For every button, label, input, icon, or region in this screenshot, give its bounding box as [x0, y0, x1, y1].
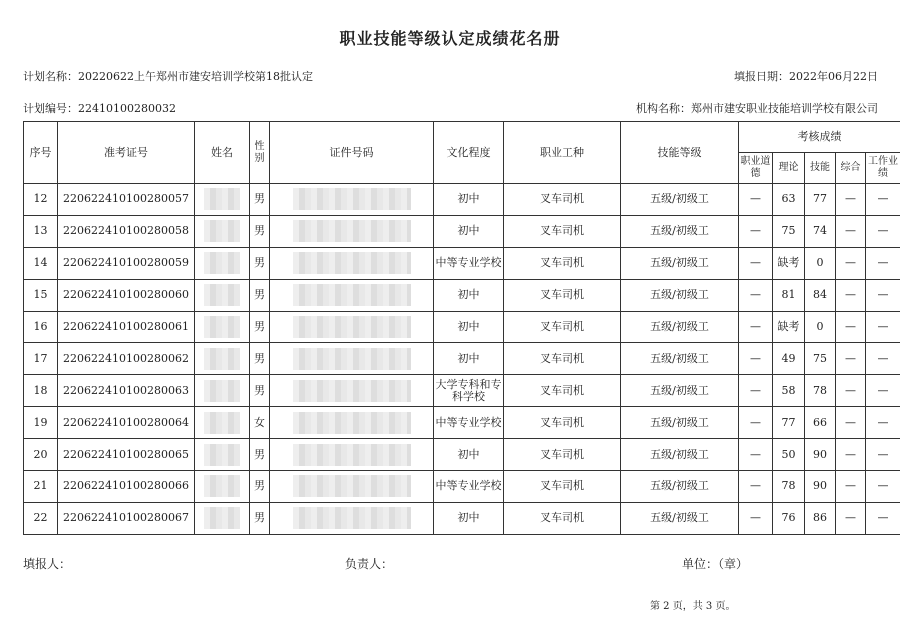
cell-name — [195, 375, 250, 407]
header-gender: 性别 — [250, 122, 270, 184]
cell-ethics: — — [739, 502, 773, 534]
cell-name — [195, 279, 250, 311]
cell-name — [195, 407, 250, 439]
cell-work: — — [866, 184, 900, 216]
cell-id — [270, 343, 434, 375]
cell-overall: — — [836, 279, 866, 311]
header-education: 文化程度 — [434, 122, 504, 184]
header-theory: 理论 — [773, 153, 805, 184]
cell-job: 叉车司机 — [504, 407, 621, 439]
redacted-id — [293, 348, 411, 370]
cell-theory: 49 — [773, 343, 805, 375]
cell-theory: 缺考 — [773, 247, 805, 279]
cell-seq: 22 — [24, 502, 58, 534]
cell-name — [195, 439, 250, 471]
cell-ticket: 220622410100280063 — [58, 375, 195, 407]
cell-theory: 77 — [773, 407, 805, 439]
cell-theory: 75 — [773, 215, 805, 247]
header-ethics: 职业道德 — [739, 153, 773, 184]
cell-job: 叉车司机 — [504, 279, 621, 311]
cell-ethics: — — [739, 215, 773, 247]
cell-work: — — [866, 311, 900, 343]
cell-level: 五级/初级工 — [621, 471, 739, 503]
redacted-name — [204, 252, 240, 274]
redacted-name — [204, 348, 240, 370]
cell-education: 初中 — [434, 439, 504, 471]
cell-id — [270, 375, 434, 407]
table-row — [24, 471, 900, 503]
cell-ticket: 220622410100280067 — [58, 502, 195, 534]
cell-job: 叉车司机 — [504, 343, 621, 375]
cell-job: 叉车司机 — [504, 375, 621, 407]
cell-ethics: — — [739, 343, 773, 375]
cell-level: 五级/初级工 — [621, 375, 739, 407]
cell-ticket: 220622410100280058 — [58, 215, 195, 247]
cell-gender: 男 — [250, 439, 270, 471]
cell-theory: 50 — [773, 439, 805, 471]
footer-unit: 单位：（章） — [682, 557, 749, 571]
cell-overall: — — [836, 184, 866, 216]
cell-id — [270, 471, 434, 503]
cell-theory: 缺考 — [773, 311, 805, 343]
table-row — [24, 407, 900, 439]
cell-education: 中等专业学校 — [434, 471, 504, 503]
cell-ticket: 220622410100280061 — [58, 311, 195, 343]
footer-filler: 填报人： — [23, 557, 72, 571]
cell-overall: — — [836, 439, 866, 471]
cell-job: 叉车司机 — [504, 184, 621, 216]
cell-education: 初中 — [434, 215, 504, 247]
cell-work: — — [866, 407, 900, 439]
cell-skill: 0 — [805, 247, 836, 279]
cell-education: 初中 — [434, 311, 504, 343]
cell-work: — — [866, 215, 900, 247]
header-level: 技能等级 — [621, 122, 739, 184]
cell-ethics: — — [739, 439, 773, 471]
cell-ethics: — — [739, 247, 773, 279]
document-title: 职业技能等级认定成绩花名册 — [339, 29, 561, 48]
cell-education: 初中 — [434, 279, 504, 311]
redacted-id — [293, 252, 411, 274]
cell-seq: 18 — [24, 375, 58, 407]
cell-theory: 78 — [773, 471, 805, 503]
cell-ticket: 220622410100280064 — [58, 407, 195, 439]
cell-job: 叉车司机 — [504, 439, 621, 471]
cell-skill: 86 — [805, 502, 836, 534]
cell-job: 叉车司机 — [504, 311, 621, 343]
cell-education: 大学专科和专科学校 — [434, 375, 504, 407]
cell-ticket: 220622410100280060 — [58, 279, 195, 311]
table-row — [24, 502, 900, 534]
header-job: 职业工种 — [504, 122, 621, 184]
table-row — [24, 215, 900, 247]
cell-id — [270, 311, 434, 343]
footer-responsible: 负责人： — [345, 557, 394, 571]
cell-id — [270, 502, 434, 534]
cell-id — [270, 407, 434, 439]
cell-level: 五级/初级工 — [621, 439, 739, 471]
header-scores: 考核成绩 — [739, 122, 900, 153]
cell-theory: 81 — [773, 279, 805, 311]
cell-gender: 男 — [250, 343, 270, 375]
redacted-name — [204, 412, 240, 434]
cell-work: — — [866, 471, 900, 503]
redacted-id — [293, 220, 411, 242]
table-row — [24, 375, 900, 407]
cell-job: 叉车司机 — [504, 502, 621, 534]
cell-seq: 16 — [24, 311, 58, 343]
cell-work: — — [866, 375, 900, 407]
cell-theory: 58 — [773, 375, 805, 407]
cell-theory: 63 — [773, 184, 805, 216]
cell-level: 五级/初级工 — [621, 502, 739, 534]
organization-name: 机构名称：郑州市建安职业技能培训学校有限公司 — [636, 102, 878, 115]
redacted-id — [293, 412, 411, 434]
redacted-name — [204, 444, 240, 466]
cell-gender: 男 — [250, 215, 270, 247]
cell-education: 初中 — [434, 184, 504, 216]
cell-job: 叉车司机 — [504, 471, 621, 503]
header-overall: 综合 — [836, 153, 866, 184]
redacted-name — [204, 507, 240, 529]
cell-id — [270, 439, 434, 471]
redacted-id — [293, 475, 411, 497]
cell-ticket: 220622410100280059 — [58, 247, 195, 279]
cell-work: — — [866, 343, 900, 375]
header-name: 姓名 — [195, 122, 250, 184]
table-row — [24, 439, 900, 471]
cell-overall: — — [836, 343, 866, 375]
table-row — [24, 311, 900, 343]
cell-level: 五级/初级工 — [621, 311, 739, 343]
cell-gender: 男 — [250, 502, 270, 534]
cell-seq: 14 — [24, 247, 58, 279]
cell-overall: — — [836, 502, 866, 534]
cell-level: 五级/初级工 — [621, 215, 739, 247]
cell-level: 五级/初级工 — [621, 407, 739, 439]
cell-level: 五级/初级工 — [621, 247, 739, 279]
cell-skill: 90 — [805, 439, 836, 471]
cell-gender: 男 — [250, 471, 270, 503]
cell-overall: — — [836, 247, 866, 279]
cell-id — [270, 247, 434, 279]
cell-work: — — [866, 502, 900, 534]
cell-level: 五级/初级工 — [621, 184, 739, 216]
redacted-name — [204, 475, 240, 497]
cell-overall: — — [836, 471, 866, 503]
redacted-id — [293, 316, 411, 338]
cell-gender: 男 — [250, 311, 270, 343]
cell-id — [270, 215, 434, 247]
cell-name — [195, 502, 250, 534]
cell-overall: — — [836, 311, 866, 343]
cell-work: — — [866, 279, 900, 311]
cell-seq: 19 — [24, 407, 58, 439]
cell-education: 初中 — [434, 502, 504, 534]
cell-gender: 男 — [250, 375, 270, 407]
cell-id — [270, 279, 434, 311]
cell-theory: 76 — [773, 502, 805, 534]
cell-skill: 78 — [805, 375, 836, 407]
cell-ticket: 220622410100280062 — [58, 343, 195, 375]
cell-ethics: — — [739, 471, 773, 503]
redacted-name — [204, 220, 240, 242]
cell-ticket: 220622410100280057 — [58, 184, 195, 216]
cell-job: 叉车司机 — [504, 247, 621, 279]
cell-overall: — — [836, 407, 866, 439]
cell-gender: 女 — [250, 407, 270, 439]
cell-skill: 66 — [805, 407, 836, 439]
score-roster-table — [23, 121, 900, 535]
cell-name — [195, 184, 250, 216]
cell-ticket: 220622410100280065 — [58, 439, 195, 471]
cell-skill: 0 — [805, 311, 836, 343]
cell-overall: — — [836, 215, 866, 247]
cell-seq: 21 — [24, 471, 58, 503]
cell-seq: 17 — [24, 343, 58, 375]
redacted-name — [204, 188, 240, 210]
page-number: 第 2 页，共 3 页。 — [650, 601, 736, 612]
cell-skill: 90 — [805, 471, 836, 503]
cell-overall: — — [836, 375, 866, 407]
redacted-id — [293, 507, 411, 529]
table-row — [24, 184, 900, 216]
redacted-id — [293, 444, 411, 466]
table-row — [24, 343, 900, 375]
header-seq: 序号 — [24, 122, 58, 184]
plan-number: 计划编号：22410100280032 — [23, 102, 176, 115]
cell-ethics: — — [739, 184, 773, 216]
redacted-name — [204, 316, 240, 338]
cell-seq: 12 — [24, 184, 58, 216]
cell-ethics: — — [739, 311, 773, 343]
cell-gender: 男 — [250, 247, 270, 279]
plan-name: 计划名称：20220622上午郑州市建安培训学校第18批认定 — [23, 70, 313, 83]
cell-gender: 男 — [250, 184, 270, 216]
cell-name — [195, 311, 250, 343]
cell-id — [270, 184, 434, 216]
cell-level: 五级/初级工 — [621, 279, 739, 311]
cell-work: — — [866, 439, 900, 471]
header-work: 工作业绩 — [866, 153, 900, 184]
redacted-id — [293, 188, 411, 210]
cell-education: 中等专业学校 — [434, 407, 504, 439]
cell-seq: 13 — [24, 215, 58, 247]
redacted-name — [204, 380, 240, 402]
table-row — [24, 247, 900, 279]
cell-seq: 20 — [24, 439, 58, 471]
redacted-id — [293, 380, 411, 402]
table-row — [24, 279, 900, 311]
cell-job: 叉车司机 — [504, 215, 621, 247]
cell-name — [195, 247, 250, 279]
cell-ticket: 220622410100280066 — [58, 471, 195, 503]
cell-skill: 74 — [805, 215, 836, 247]
header-ticket: 准考证号 — [58, 122, 195, 184]
cell-name — [195, 471, 250, 503]
cell-name — [195, 343, 250, 375]
cell-ethics: — — [739, 279, 773, 311]
cell-education: 中等专业学校 — [434, 247, 504, 279]
cell-level: 五级/初级工 — [621, 343, 739, 375]
cell-ethics: — — [739, 375, 773, 407]
cell-gender: 男 — [250, 279, 270, 311]
cell-skill: 77 — [805, 184, 836, 216]
cell-seq: 15 — [24, 279, 58, 311]
header-id: 证件号码 — [270, 122, 434, 184]
fill-date: 填报日期：2022年06月22日 — [734, 70, 878, 83]
cell-education: 初中 — [434, 343, 504, 375]
header-skill: 技能 — [805, 153, 836, 184]
cell-name — [195, 215, 250, 247]
redacted-id — [293, 284, 411, 306]
cell-work: — — [866, 247, 900, 279]
redacted-name — [204, 284, 240, 306]
cell-skill: 75 — [805, 343, 836, 375]
cell-skill: 84 — [805, 279, 836, 311]
cell-ethics: — — [739, 407, 773, 439]
